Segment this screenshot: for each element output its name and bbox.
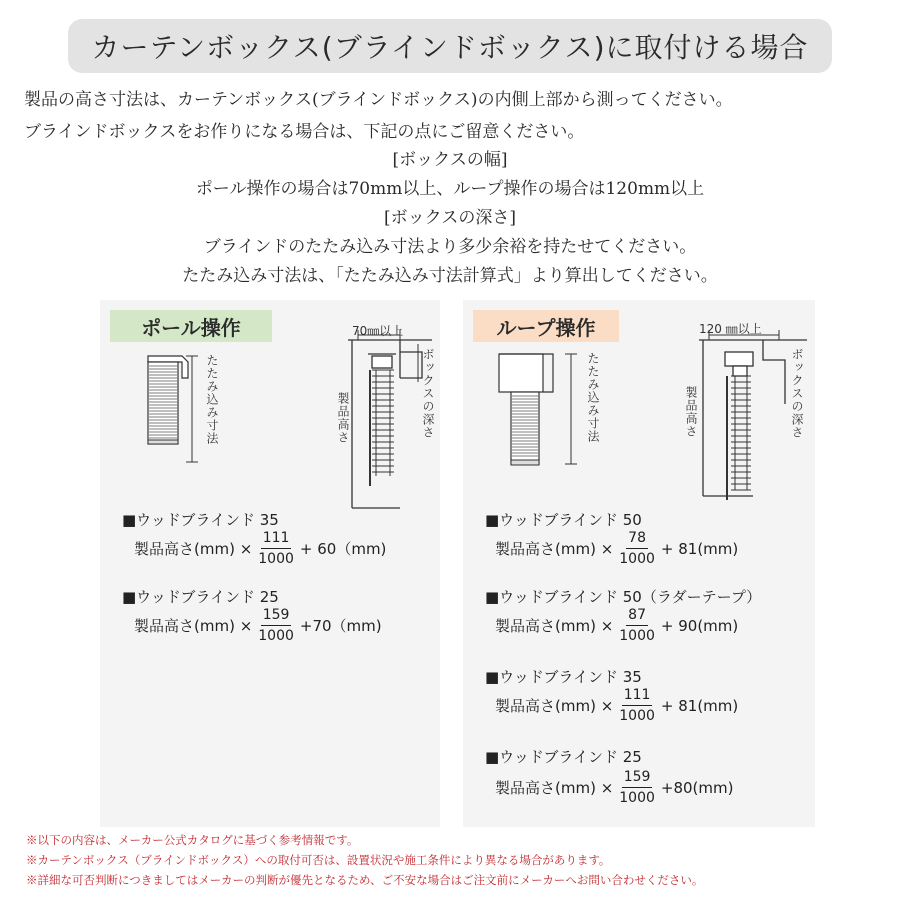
formula-prefix: 製品高さ(mm) ×: [495, 697, 614, 715]
fraction-numerator: 78: [626, 529, 648, 549]
hanging-blind-illustration: [370, 370, 394, 486]
intro-line: ブラインドボックスをお作りになる場合は、下記の点にご留意ください。: [24, 122, 585, 142]
formula-prefix: 製品高さ(mm) ×: [134, 617, 253, 635]
formula-suffix: + 60（mm): [299, 540, 387, 558]
hanging-blind-illustration: [727, 376, 751, 500]
box-depth-label: ボックスの深さ: [421, 348, 435, 439]
formula-fraction: [619, 768, 655, 807]
page-title: カーテンボックス(ブラインドボックス)に取付ける場合: [68, 19, 832, 73]
fold-dimension-label: たたみ込み寸法: [205, 354, 219, 445]
note-line: ※以下の内容は、メーカー公式カタログに基づく参考情報です。: [26, 833, 359, 847]
fraction-numerator: 111: [622, 686, 653, 706]
loop-operation-label: ループ操作: [473, 310, 619, 342]
box-depth-text: ブラインドのたたみ込み寸法より多少余裕を持たせてください。: [203, 237, 697, 257]
formula-prefix: 製品高さ(mm) ×: [134, 540, 253, 558]
formula-fraction: [619, 686, 655, 725]
formula-fraction: [619, 529, 655, 568]
product-height-label: 製品高さ: [684, 386, 698, 438]
pole-operation-panel: [100, 300, 440, 827]
product-name: ■ウッドブラインド 35: [122, 511, 279, 529]
fraction-denominator: 1000: [619, 790, 655, 806]
fraction-denominator: 1000: [619, 708, 655, 724]
box-depth-note: たたみ込み寸法は、「たたみ込み寸法計算式」より算出してください。: [182, 266, 718, 286]
disclaimer-notes: [26, 830, 703, 890]
loop-operation-panel: [463, 300, 815, 827]
loop-diagram: [463, 300, 815, 530]
intro-text: [24, 84, 733, 148]
formula-fraction: [619, 606, 655, 645]
formula-suffix: +80(mm): [660, 778, 734, 797]
product-height-label: 製品高さ: [336, 392, 350, 444]
fraction-numerator: 159: [622, 768, 653, 788]
product-name: ■ウッドブラインド 25: [122, 588, 279, 606]
box-requirements: [0, 146, 900, 291]
folded-blind-illustration: [499, 354, 553, 465]
formula-suffix: + 81(mm): [660, 696, 739, 715]
formula-suffix: + 81(mm): [660, 539, 739, 558]
box-depth-label: ボックスの深さ: [790, 348, 804, 439]
product-name: ■ウッドブラインド 50: [485, 511, 642, 529]
fraction-numerator: 111: [261, 529, 292, 549]
fold-formula: [495, 606, 738, 645]
fraction-denominator: 1000: [258, 628, 294, 644]
box-width-label: 120 ㎜以上: [699, 322, 762, 336]
product-name: ■ウッドブラインド 50（ラダーテープ）: [485, 588, 762, 606]
fraction-denominator: 1000: [619, 628, 655, 644]
box-width-heading: [ボックスの幅]: [392, 150, 508, 170]
pole-operation-label: ポール操作: [110, 310, 272, 342]
fold-dimension-label: たたみ込み寸法: [586, 352, 600, 443]
formula-fraction: [258, 606, 294, 645]
note-line: ※カーテンボックス（ブラインドボックス）への取付可否は、設置状況や施工条件により異なる場合があります。: [26, 853, 611, 867]
product-name: ■ウッドブラインド 35: [485, 668, 642, 686]
product-name: ■ウッドブラインド 25: [485, 748, 642, 766]
formula-suffix: +70（mm): [299, 617, 382, 635]
fold-formula: [134, 529, 386, 568]
formula-fraction: [258, 529, 294, 568]
fold-formula: [134, 606, 382, 645]
fraction-numerator: 159: [261, 606, 292, 626]
box-width-text: ポール操作の場合は70mm以上、ループ操作の場合は120mm以上: [195, 179, 705, 199]
formula-prefix: 製品高さ(mm) ×: [495, 779, 614, 797]
folded-blind-illustration: [148, 356, 188, 444]
fraction-numerator: 87: [626, 606, 648, 626]
box-width-label: 70㎜以上: [352, 324, 404, 338]
formula-suffix: + 90(mm): [660, 616, 739, 635]
note-line: ※詳細な可否判断につきましてはメーカーの判断が優先となるため、ご不安な場合はご注文前にメーカーへお問い合わせください。: [26, 873, 704, 887]
fold-formula: [495, 686, 738, 725]
fraction-denominator: 1000: [619, 551, 655, 567]
fold-formula: [495, 768, 734, 807]
formula-prefix: 製品高さ(mm) ×: [495, 540, 614, 558]
fold-formula: [495, 529, 738, 568]
intro-line: 製品の高さ寸法は、カーテンボックス(ブラインドボックス)の内側上部から測ってください。: [24, 90, 733, 110]
box-depth-heading: [ボックスの深さ]: [383, 208, 517, 228]
formula-prefix: 製品高さ(mm) ×: [495, 617, 614, 635]
fraction-denominator: 1000: [258, 551, 294, 567]
